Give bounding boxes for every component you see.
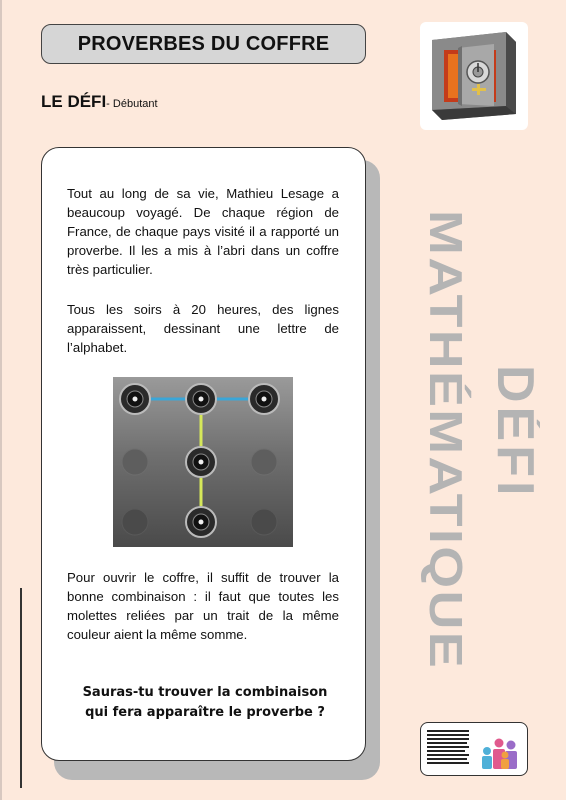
side-title-defi: DÉFI — [486, 365, 540, 500]
dial-puzzle — [113, 377, 293, 547]
dial-icon — [120, 384, 150, 414]
challenge-question — [60, 683, 350, 723]
safe-icon — [420, 22, 528, 130]
defi-heading — [41, 92, 158, 112]
dial-inactive — [122, 509, 148, 535]
page-edge — [0, 0, 2, 800]
dial-inactive — [122, 449, 148, 475]
dial-icon — [186, 447, 216, 477]
level-label: - Débutant — [106, 98, 158, 110]
side-title — [410, 200, 540, 680]
dial-icon — [186, 507, 216, 537]
rules-paragraph: Pour ouvrir le coffre, il suffit de trouver la bonne combinaison : il faut que toutes les molettes reliées par un trait de la même couleur aient la même somme. — [67, 570, 339, 642]
intro-paragraph: Tout au long de sa vie, Mathieu Lesage a beaucoup voyagé. De chaque région de France, de chaque pays visité il a rapporté un proverbe. Il les a mis à l’abri dans un coffre très particulier. — [67, 186, 339, 277]
side-title-mathematique: MATHÉMATIQUE — [420, 210, 472, 603]
question-line-1: Sauras-tu trouver la combinaison — [82, 685, 328, 700]
lines-paragraph: Tous les soirs à 20 heures, des lignes apparaissent, dessinant une lettre de l’alphabet. — [67, 302, 339, 355]
logo-icon — [420, 722, 528, 776]
page-title: PROVERBES DU COFFRE — [77, 32, 330, 55]
title-banner — [41, 24, 366, 64]
dial-icon — [186, 384, 216, 414]
margin-bar — [20, 588, 22, 788]
question-line-2: qui fera apparaître le proverbe ? — [85, 705, 325, 720]
dial-inactive — [251, 449, 277, 475]
dial-inactive — [251, 509, 277, 535]
dial-icon — [249, 384, 279, 414]
defi-label: LE DÉFI — [41, 92, 107, 111]
